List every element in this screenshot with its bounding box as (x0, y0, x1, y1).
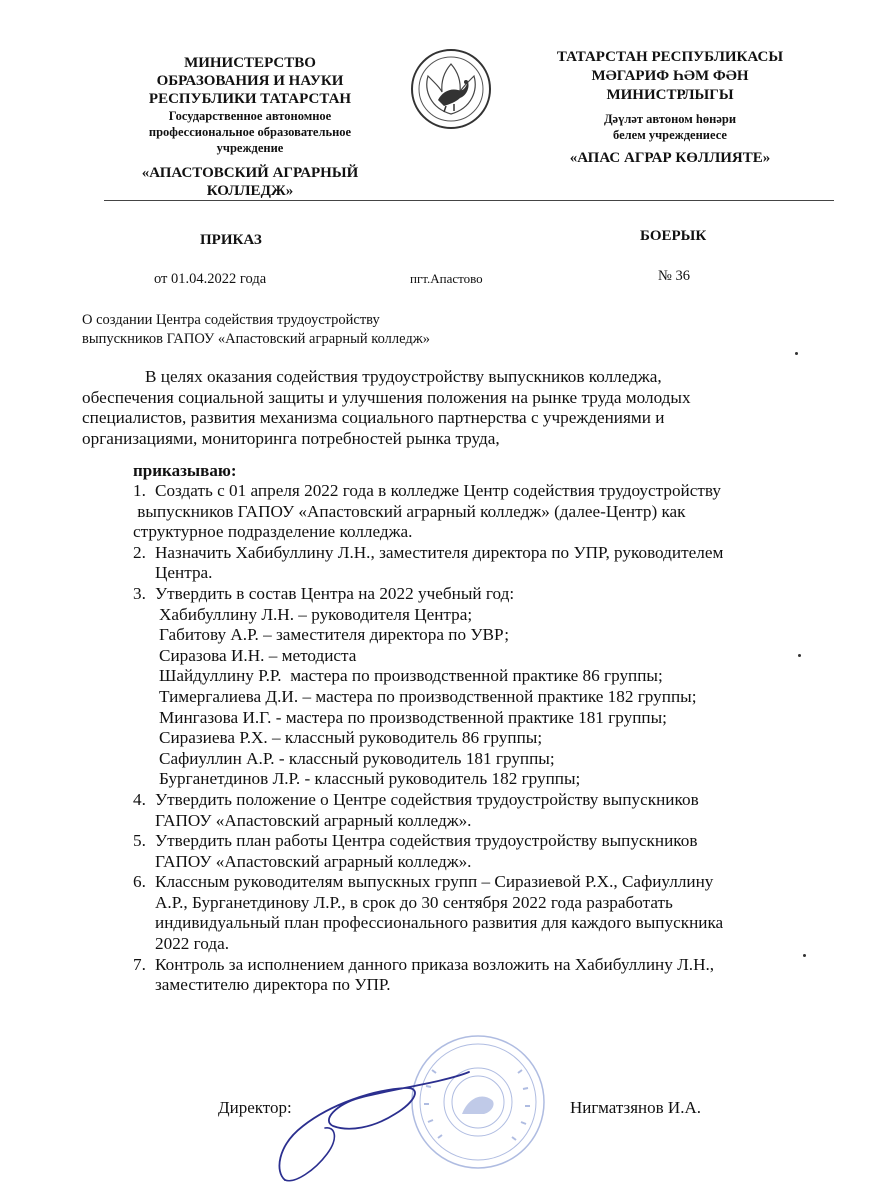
list-item (133, 584, 833, 605)
ministry-line-3: РЕСПУБЛИКИ ТАТАРСТАН (148, 91, 352, 107)
ministry-line-2: ОБРАЗОВАНИЯ И НАУКИ (156, 73, 344, 89)
list-item (133, 543, 833, 584)
order-title-tt: БОЕРЫК (640, 228, 707, 244)
item-line: выпускников ГАПОУ «Апастовский аграрный колледж» (далее-Центр) как (133, 501, 686, 521)
institution-tt-line-1: Дәүләт автоном һөнәри (603, 112, 737, 126)
ministry-tt-line-1: ТАТАРСТАН РЕСПУБЛИКАСЫ (556, 49, 784, 65)
header-left-block (120, 54, 380, 200)
member-line: Тимергалиева Д.И. – мастера по производственной практике 182 группы; (159, 686, 697, 706)
item-number: 5. (133, 831, 146, 851)
list-item (133, 481, 833, 543)
member-line: Шайдуллину Р.Р. мастера по производственной практике 86 группы; (159, 666, 663, 686)
list-item (133, 790, 833, 831)
member-line: Сиразиева Р.Х. – классный руководитель 86 группы; (159, 728, 543, 748)
college-name-line-2: КОЛЛЕДЖ» (206, 183, 294, 199)
item-line: Центра. (155, 563, 213, 583)
college-name-tt: «АПАС АГРАР КӨЛЛИЯТЕ» (569, 150, 771, 166)
list-item (133, 831, 833, 872)
item-line: Создать с 01 апреля 2022 года в колледже Центр содействия трудоустройству (155, 481, 721, 500)
item-number: 2. (133, 542, 146, 562)
item-line: Классным руководителям выпускных групп – Сиразиевой Р.Х., Сафиуллину (155, 872, 714, 892)
institution-line-2: профессиональное образовательное (148, 125, 352, 139)
subject-line-1: О создании Центра содействия трудоустройству (82, 312, 380, 328)
member-line: Сафиуллин А.Р. - классный руководитель 181 группы; (159, 748, 555, 768)
intro-line: В целях оказания содействия трудоустройству выпускников колледжа, (145, 367, 662, 386)
item-number: 7. (133, 954, 146, 974)
tatarstan-emblem-icon (410, 48, 492, 130)
order-word: приказываю: (133, 461, 237, 480)
item-line: ГАПОУ «Апастовский аграрный колледж». (155, 851, 472, 871)
item-line: Утвердить положение о Центре содействия трудоустройству выпускников (155, 789, 699, 809)
member-line: Габитову А.Р. – заместителя директора по УВР; (159, 625, 509, 645)
item-line: Контроль за исполнением данного приказа возложить на Хабибуллину Л.Н., (155, 954, 715, 974)
institution-line-1: Государственное автономное (168, 109, 332, 123)
scan-speck (795, 352, 798, 355)
center-members-list (133, 605, 833, 790)
intro-line: специалистов, развития механизма социального партнерства с учреждениями и (82, 408, 665, 428)
ministry-tt-line-2: МӘГАРИФ ҺӘМ ФӘН (591, 68, 749, 84)
order-items (133, 481, 833, 996)
order-date: от 01.04.2022 года (154, 271, 267, 287)
item-line: заместителю директора по УПР. (155, 975, 391, 995)
institution-tt-line-2: белем учреждениесе (613, 128, 727, 142)
subject-line-2: выпускников ГАПОУ «Апастовский аграрный колледж» (82, 331, 430, 347)
ministry-line-1: МИНИСТЕРСТВО (184, 55, 316, 71)
item-line: ГАПОУ «Апастовский аграрный колледж». (155, 810, 472, 830)
member-line: Хабибуллину Л.Н. – руководителя Центра; (159, 604, 473, 624)
item-line: Утвердить в состав Центра на 2022 учебный год: (155, 583, 515, 603)
header-divider (104, 200, 834, 201)
item-line: Назначить Хабибуллину Л.Н., заместителя директора по УПР, руководителем (155, 542, 724, 562)
intro-line: организациями, мониторинга потребностей рынка труда, (82, 428, 500, 448)
item-line: индивидуальный план профессионального развития для каждого выпускника (155, 913, 724, 933)
director-title: Директор: (218, 1098, 292, 1117)
college-name-line-1: «АПАСТОВСКИЙ АГРАРНЫЙ (141, 165, 359, 181)
order-title-ru: ПРИКАЗ (200, 232, 262, 248)
item-number: 6. (133, 872, 146, 892)
item-number: 1. (133, 481, 146, 500)
scan-speck (798, 654, 801, 657)
institution-line-3: учреждение (216, 141, 284, 155)
item-number: 4. (133, 789, 146, 809)
member-line: Бурганетдинов Л.Р. - классный руководитель 182 группы; (159, 769, 581, 789)
member-line: Сиразова И.Н. – методиста (159, 645, 357, 665)
ministry-tt-line-3: МИНИСТРЛЫГЫ (606, 87, 734, 103)
order-number: № 36 (658, 268, 690, 284)
list-item (133, 872, 833, 954)
item-line: А.Р., Бурганетдинову Л.Р., в срок до 30 сентября 2022 года разработать (155, 892, 673, 912)
item-line: Утвердить план работы Центра содействия трудоустройству выпускников (155, 831, 698, 851)
header-right-block (520, 48, 820, 168)
item-line: 2022 года. (155, 934, 230, 954)
item-line: структурное подразделение колледжа. (133, 522, 413, 542)
scan-speck (803, 954, 806, 957)
order-place: пгт.Апастово (410, 271, 483, 286)
order-subject (82, 311, 430, 349)
handwritten-signature-icon (255, 1062, 485, 1192)
intro-line: обеспечения социальной защиты и улучшения положения на рынке труда молодых (82, 387, 691, 407)
list-item (133, 955, 833, 996)
intro-paragraph (82, 367, 827, 449)
member-line: Мингазова И.Г. - мастера по производственной практике 181 группы; (159, 707, 667, 727)
item-number: 3. (133, 583, 146, 603)
director-name: Нигматзянов И.А. (570, 1098, 701, 1117)
